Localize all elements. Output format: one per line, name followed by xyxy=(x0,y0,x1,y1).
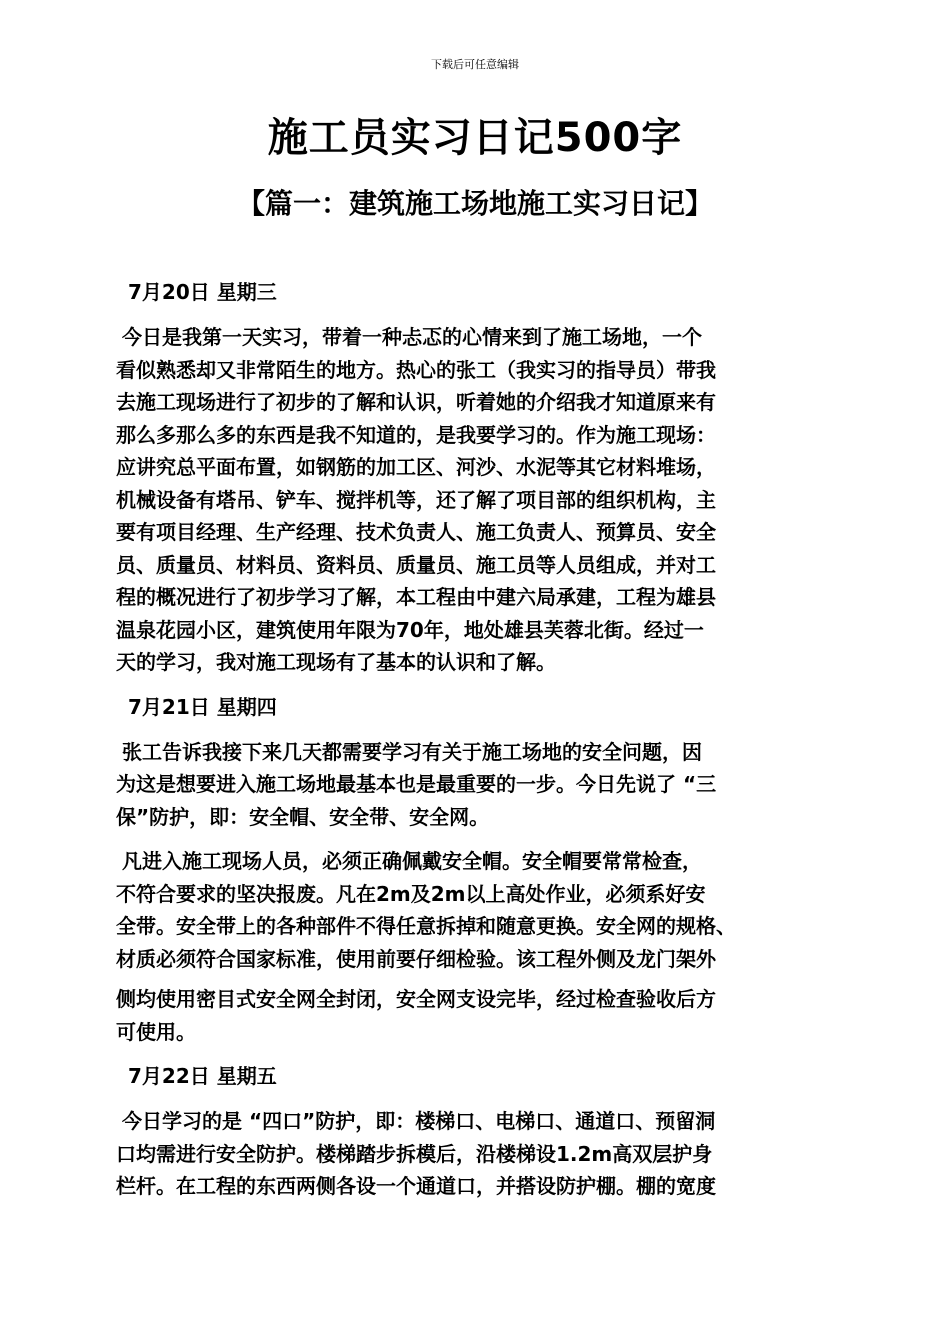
paragraph-line: 要有项目经理、生产经理、技术负责人、施工负责人、预算员、安全 xyxy=(116,520,716,544)
entry-paragraph xyxy=(116,736,836,834)
paragraph-line: 程的概况进行了初步学习了解，本工程由中建六局承建，工程为雄县 xyxy=(116,585,716,609)
paragraph-line: 材质必须符合国家标准，使用前要仔细检验。该工程外侧及龙门架外 xyxy=(116,946,716,971)
paragraph-line: 今日是我第一天实习，带着一种忐忑的心情来到了施工场地，一个 xyxy=(122,325,702,349)
paragraph-line: 机械设备有塔吊、铲车、搅拌机等，还了解了项目部的组织机构，主 xyxy=(116,487,716,512)
header-note: 下载后可任意编辑 xyxy=(431,58,519,71)
entry-paragraph xyxy=(116,1105,836,1203)
entry-date-heading: 7月21日 星期四 xyxy=(128,694,277,719)
paragraph-line: 不符合要求的坚决报废。凡在2m及2m以上高处作业，必须系好安 xyxy=(116,881,706,906)
entry-paragraph xyxy=(116,321,836,679)
document-title: 施工员实习日记500字 xyxy=(267,115,683,161)
entry-date-heading: 7月20日 星期三 xyxy=(128,280,277,304)
paragraph-line: 保”防护，即：安全帽、安全带、安全网。 xyxy=(116,804,490,829)
paragraph-line: 应讲究总平面布置，如钢筋的加工区、河沙、水泥等其它材料堆场， xyxy=(116,455,716,479)
paragraph-line: 口均需进行安全防护。楼梯踏步拆模后，沿楼梯设1.2m高双层护身 xyxy=(116,1141,713,1166)
entry-paragraph xyxy=(116,845,836,1048)
entry-date-heading: 7月22日 星期五 xyxy=(128,1064,277,1088)
paragraph-line: 员、质量员、材料员、资料员、质量员、施工员等人员组成，并对工 xyxy=(116,552,716,577)
paragraph-line: 温泉花园小区，建筑使用年限为70年，地处雄县芙蓉北街。经过一 xyxy=(116,617,704,642)
paragraph-line: 张工告诉我接下来几天都需要学习有关于施工场地的安全问题，因 xyxy=(122,739,702,764)
paragraph-line: 看似熟悉却又非常陌生的地方。热心的张工（我实习的指导员）带我 xyxy=(116,357,716,382)
paragraph-line: 那么多那么多的东西是我不知道的，是我要学习的。作为施工现场： xyxy=(116,422,716,447)
document-subtitle: 【篇一：建筑施工场地施工实习日记】 xyxy=(236,187,713,220)
paragraph-line: 侧均使用密目式安全网全封闭，安全网支设完毕，经过检查验收后方 xyxy=(116,987,716,1011)
paragraph-line: 去施工现场进行了初步的了解和认识，听着她的介绍我才知道原来有 xyxy=(116,390,716,414)
paragraph-line: 可使用。 xyxy=(116,1019,196,1044)
paragraph-line: 凡进入施工现场人员，必须正确佩戴安全帽。安全帽要常常检查， xyxy=(122,849,702,873)
paragraph-line: 天的学习，我对施工现场有了基本的认识和了解。 xyxy=(116,650,556,674)
paragraph-line: 今日学习的是 “四口”防护，即：楼梯口、电梯口、通道口、预留洞 xyxy=(122,1109,716,1133)
paragraph-line: 为这是想要进入施工场地最基本也是最重要的一步。今日先说了 “三 xyxy=(116,772,717,796)
paragraph-line: 全带。安全带上的各种部件不得任意拆掉和随意更换。安全网的规格、 xyxy=(116,914,736,938)
paragraph-line: 栏杆。在工程的东西两侧各设一个通道口，并搭设防护棚。棚的宽度 xyxy=(116,1174,716,1198)
document-body xyxy=(116,276,836,1215)
